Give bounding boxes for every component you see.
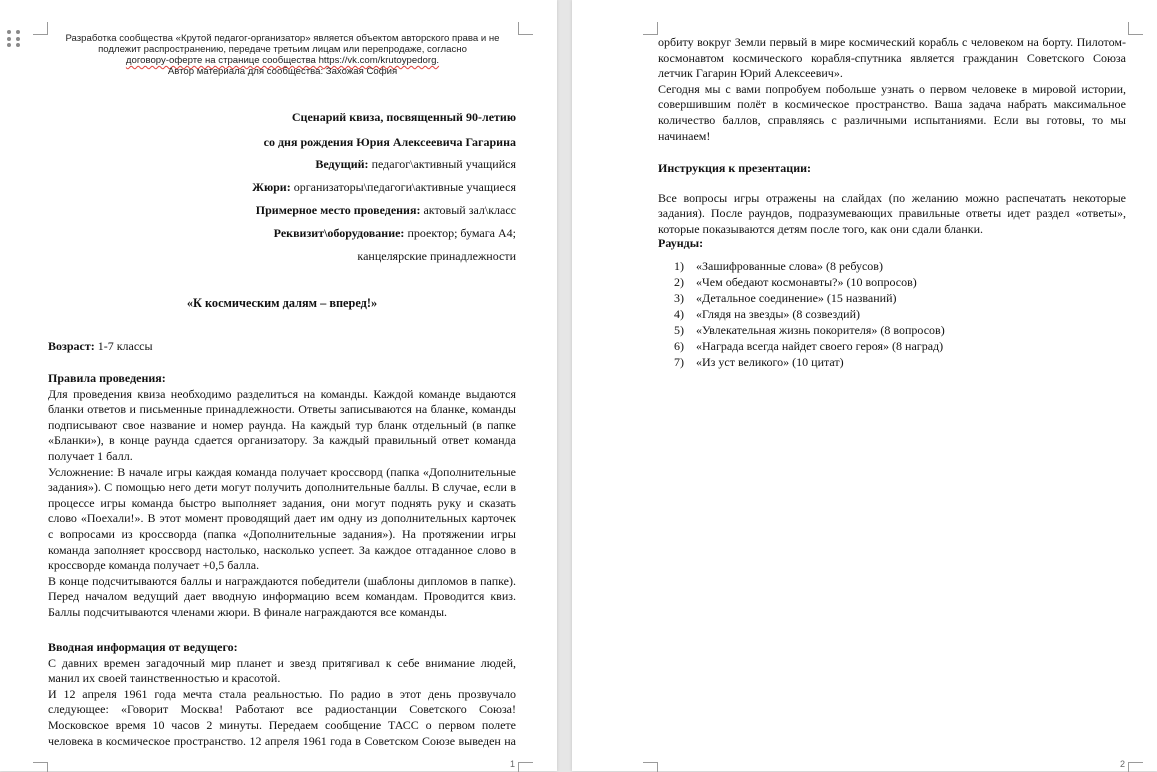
rules-line: Усложнение: В начале игры каждая команда получает кроссворд (папка «Дополнительные: [48, 464, 516, 479]
intro-line: количество баллов, справляясь с различными испытаниями. Если вы готовы, то мы: [658, 112, 1126, 127]
round-title: «Увлекательная жизнь покорителя» (8 вопросов): [696, 323, 945, 337]
intro-line: начинаем!: [658, 128, 711, 143]
list-item: [674, 258, 945, 274]
rules-line: подписывают свое название и номер раунда. На каждый тур бланк отдельный (в папке: [48, 417, 516, 432]
props-value-2: канцелярские принадлежности: [357, 249, 516, 263]
presentation-line: Все вопросы игры отражены на слайдах (по желанию можно распечатать некоторые: [658, 190, 1126, 205]
intro-section: [48, 640, 516, 749]
intro-line: манил их своей таинственностью и красотой.: [48, 671, 281, 686]
rounds-heading-wrap: [658, 236, 1126, 252]
round-number: 5): [674, 323, 684, 337]
props-value: проектор; бумага А4;: [404, 226, 516, 240]
rules-line: с вопросами из кроссворда (папка «Дополнительные задания»). На протяжении игры: [48, 526, 516, 541]
jury-label: Жюри:: [252, 180, 291, 194]
age-line: [48, 339, 516, 355]
rules-heading: Правила проведения:: [48, 371, 166, 385]
round-title: «Награда всегда найдет своего героя» (8 наград): [696, 339, 944, 353]
place-label: Примерное место проведения:: [255, 203, 421, 217]
rules-line: бланки ответов и письменные принадлежности. Ответы записываются на бланке, команды: [48, 402, 516, 417]
round-title: «Детальное соединение» (15 названий): [696, 291, 897, 305]
presentation-heading: Инструкция к презентации:: [658, 161, 812, 175]
rounds-list: [674, 258, 945, 370]
list-item: [674, 274, 945, 290]
rules-line: «Бланки»), в конце раунда сдается организатору. За каждый правильный ответ команда: [48, 433, 516, 448]
presentation-line: задания). После раундов, подразумевающих правильные ответы идет раздел «ответы»,: [658, 206, 1126, 221]
host-label: Ведущий:: [315, 157, 369, 171]
intro-continuation: [658, 35, 1126, 144]
round-number: 4): [674, 307, 684, 321]
rules-line: В конце подсчитываются баллы и награждаются победители (шаблоны дипломов в папке).: [48, 573, 516, 588]
intro-line: совершившим полёт в космическое пространство. Ваша задача набрать максимальное: [658, 97, 1126, 112]
intro-line: летчик Гагарин Юрий Алексеевич».: [658, 66, 843, 81]
rules-line: слово «Поехали!». В этот момент проводящий дает им одну из дополнительных карточек: [48, 511, 516, 526]
crop-mark: [518, 22, 533, 35]
rules-line: команда заполняет кроссворд настолько, насколько успеет. За каждое отгаданное слово в: [48, 542, 516, 557]
round-title: «Чем обедают космонавты?» (10 вопросов): [696, 275, 917, 289]
list-item: [674, 290, 945, 306]
round-number: 6): [674, 339, 684, 353]
header-line: Автор материала для сообщества: Захожая София: [167, 66, 398, 77]
intro-line: Московское время 10 часов 2 минуты. Передаем сообщение ТАСС о первом полете: [48, 717, 516, 732]
rules-line: Для проведения квиза необходимо разделиться на команды. Каждой команде выдаются: [48, 386, 516, 401]
round-number: 2): [674, 275, 684, 289]
intro-line: С давних времен загадочный мир планет и звезд притягивал к себе внимание людей,: [48, 655, 516, 670]
page-number: 1: [510, 759, 516, 769]
page-header: [45, 33, 520, 77]
header-line: подлежит распространению, передаче третьим лицам или перепродаже, согласно: [98, 44, 467, 55]
age-label: Возраст:: [48, 339, 95, 353]
header-line: договору-оферте на странице сообщества https://vk.com/krutoypedorg.: [125, 55, 440, 66]
intro-line: И 12 апреля 1961 года мечта стала реальностью. По радио в этот день прозвучало: [48, 686, 516, 701]
round-number: 1): [674, 259, 684, 273]
list-item: [674, 338, 945, 354]
rules-section: [48, 371, 516, 621]
header-line: Разработка сообщества «Крутой педагог-организатор» является объектом авторского права и не: [65, 33, 500, 44]
intro-line: орбиту вокруг Земли первый в мире космический корабль с человеком на борту. Пилотом-: [658, 35, 1126, 49]
place-value: актовый зал\класс: [420, 203, 516, 217]
rules-line: получает 1 балл.: [48, 448, 133, 463]
presentation-line: которые показываются детям после того, как они сдали бланки.: [658, 221, 984, 236]
round-number: 3): [674, 291, 684, 305]
intro-line: следующее: «Говорит Москва! Работают все радиостанции Советского Союза!: [48, 702, 516, 717]
rules-line: Перед началом ведущий дает вводную информацию всем командам. Проводится квиз.: [48, 589, 516, 604]
title-line-1: Сценарий квиза, посвященный 90-летию: [291, 110, 516, 124]
list-item: [674, 354, 945, 370]
round-number: 7): [674, 355, 684, 369]
intro-line: Сегодня мы с вами попробуем побольше узнать о первом человеке в мировой истории,: [658, 81, 1126, 96]
rules-line: задания»). С помощью него дети могут получить дополнительные баллы. В случае, если в: [48, 480, 516, 495]
list-item: [674, 322, 945, 338]
rounds-heading: Раунды:: [658, 236, 704, 250]
props-label: Реквизит\оборудование:: [273, 226, 405, 240]
rules-line: Баллы подсчитываются членами жюри. В финале награждаются все команды.: [48, 604, 448, 619]
presentation-section: [658, 161, 1126, 237]
intro-heading: Вводная информация от ведущего:: [48, 640, 238, 654]
title-line-2: со дня рождения Юрия Алексеевича Гагарина: [263, 135, 516, 149]
rules-line: кроссворде команда получает +0,5 балла.: [48, 558, 260, 573]
round-title: «Глядя на звезды» (8 созвездий): [696, 307, 861, 321]
drag-handle-icon[interactable]: [7, 30, 23, 48]
jury-value: организаторы\педагоги\активные учащиеся: [290, 180, 516, 194]
round-title: «Зашифрованные слова» (8 ребусов): [696, 259, 883, 273]
host-value: педагог\активный учащийся: [368, 157, 516, 171]
quiz-title: «К космическим далям – вперед!»: [186, 296, 378, 310]
round-title: «Из уст великого» (10 цитат): [696, 355, 844, 369]
page-number: 2: [1120, 759, 1126, 769]
crop-mark: [643, 22, 658, 35]
document-page-1: [0, 0, 557, 771]
rules-line: процессе игры команда быстро выполняет задания, они могут поднять руку и сказать: [48, 495, 516, 510]
document-page-2: [572, 0, 1157, 771]
list-item: [674, 306, 945, 322]
crop-mark: [1128, 22, 1143, 35]
age-value: 1-7 классы: [94, 339, 153, 353]
intro-line: человека в космическое пространство. 12 апреля 1961 года в Советском Союзе выведен на: [48, 733, 516, 748]
intro-line: космонавтом космического корабля-спутника является гражданин Советского Союза: [658, 50, 1126, 65]
